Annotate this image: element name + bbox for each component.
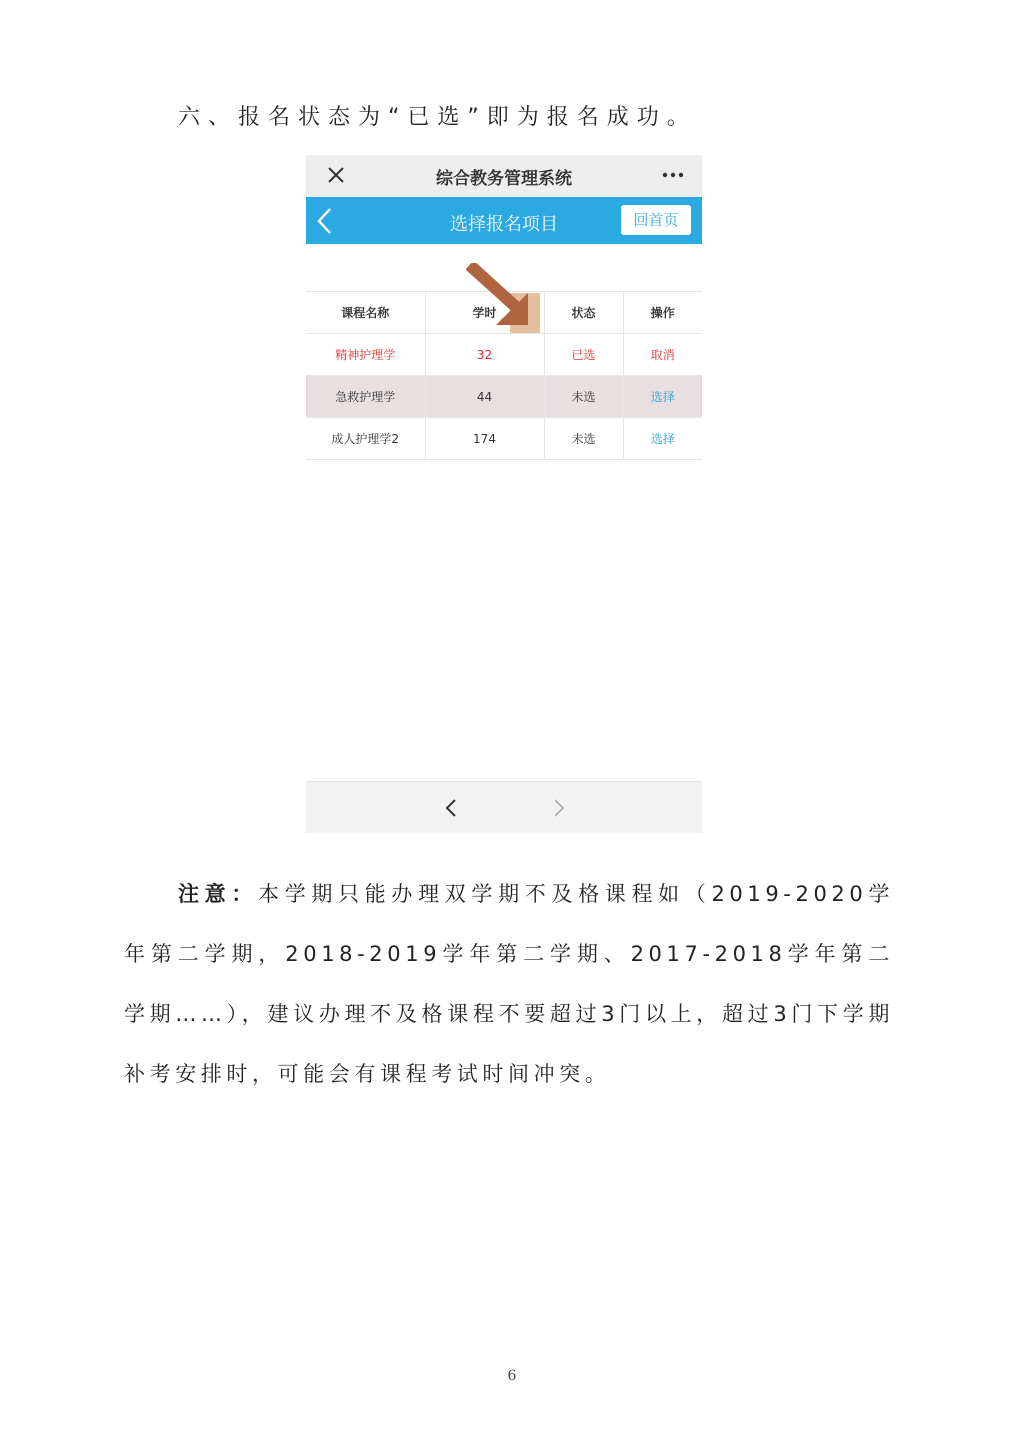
note-label: 注意：	[178, 882, 259, 906]
chevron-left-icon[interactable]	[443, 797, 459, 819]
course-name: 精神护理学	[306, 334, 425, 376]
course-hours: 32	[425, 334, 544, 376]
column-header-status: 状态	[544, 292, 623, 334]
select-link[interactable]: 选择	[650, 432, 675, 446]
nav-bar	[306, 197, 702, 244]
app-screenshot	[306, 155, 702, 833]
more-dots-icon[interactable]	[662, 165, 684, 185]
note-paragraph	[124, 864, 894, 1104]
note-text: 本学期只能办理双学期不及格课程如（2019-2020学年第二学期，2018-2019学年第二学期、2017-2018学年第二学期……），建议办理不及格课程不要超过3门以上，超过3门下学期补考安排时，可能会有课程考试时间冲突。	[124, 882, 894, 1086]
course-status: 未选	[544, 376, 623, 418]
section-heading: 六、报名状态为“已选”即为报名成功。	[178, 105, 697, 130]
column-header-action: 操作	[623, 292, 702, 334]
course-hours: 44	[425, 376, 544, 418]
table-row	[306, 376, 702, 418]
course-status: 已选	[544, 334, 623, 376]
app-titlebar	[306, 155, 702, 198]
arrow-pointer-icon	[466, 263, 546, 335]
table-row	[306, 334, 702, 376]
column-header-hours: 学时	[425, 292, 544, 334]
chevron-right-icon[interactable]	[551, 797, 567, 819]
cancel-link[interactable]: 取消	[650, 348, 675, 362]
page-number: 6	[507, 1368, 517, 1384]
select-link[interactable]: 选择	[650, 390, 675, 404]
course-name: 急救护理学	[306, 376, 425, 418]
home-button[interactable]: 回首页	[621, 205, 691, 235]
table-row	[306, 418, 702, 460]
course-status: 未选	[544, 418, 623, 460]
bottom-nav-bar	[306, 781, 702, 833]
page-title: 选择报名项目	[450, 214, 558, 235]
column-header-course-name: 课程名称	[306, 292, 425, 334]
course-name: 成人护理学2	[306, 418, 425, 460]
app-title: 综合教务管理系统	[436, 169, 572, 189]
course-hours: 174	[425, 418, 544, 460]
